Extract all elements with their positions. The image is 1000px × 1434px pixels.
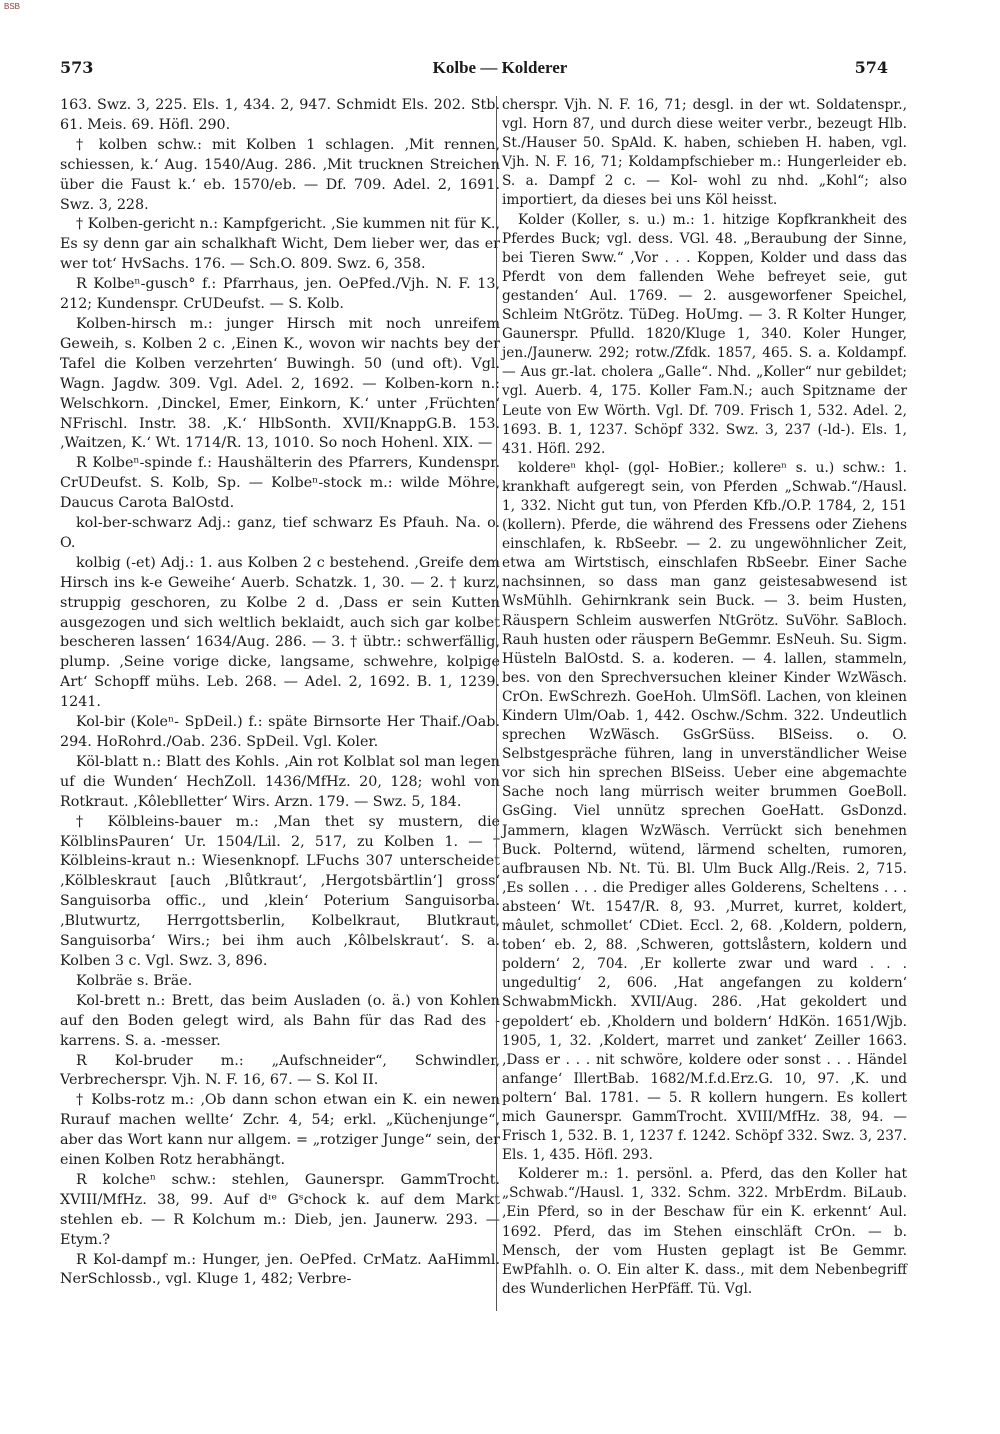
entry-paragraph: † Kölbleins-bauer m.: ‚Man thet sy mustern, die KölblinsPauren‘ Ur. 1504/Lil. 2, 517, zu Kolben 1. — † Kölbleins-kraut n.: Wiesenknopf. LFuchs 307 unterscheidet ‚Kölbleskraut [auch ‚Blůtkraut‘, ‚Hergotsbärtlin‘] gross‘ Sanguisorba offic., und ‚klein‘ Poterium Sanguisorba. ‚Blutwurtz, Herrgottsberlin, Kolbelkraut, Blutkraut, Sanguisorba‘ Wirs.; bei ihm auch ‚Kôlbelskraut‘. S. a. Kolben 3 c. Vgl. Swz. 3, 896. [60, 813, 500, 969]
column-divider [496, 96, 497, 1311]
running-title: Kolbe — Kolderer [432, 58, 568, 77]
entry-paragraph: 163. Swz. 3, 225. Els. 1, 434. 2, 947. Schmidt Els. 202. Stb. 61. Meis. 69. Höfl. 290. [60, 97, 500, 133]
entry-paragraph: Kolbräe s. Bräe. [76, 972, 193, 989]
entry-paragraph: † Kolben-gericht n.: Kampfgericht. ‚Sie kummen nit für K., Es sy denn gar ain schalkhaft Wicht, Dem lieber wer, das er wer tot‘ HvSachs. 176. — Sch.O. 809. Swz. 6, 358. [60, 216, 500, 273]
entry-paragraph: Kol-brett n.: Brett, das beim Ausladen (o. ä.) von Kohlen auf den Boden gelegt wird, als Bahn für das Rad des -karrens. S. a. -messer. [60, 992, 500, 1049]
entry-paragraph: cherspr. Vjh. N. F. 16, 71; desgl. in der wt. Soldatenspr., vgl. Horn 87, und durch diese weiter verbr., bezeugt Hlb. St./Hauser 50. SpAld. K. haben, schieben H. haben, vgl. Vjh. N. F. 16, 71; Koldampfschieber m.: Hungerleider eb. S. a. Dampf 2 c. — Kol- wohl zu nhd. „Kohl“; also importiert, da dieses bei uns Köl heisst. [502, 97, 907, 209]
entry-paragraph: Kolderer m.: 1. persönl. a. Pferd, das den Koller hat „Schwab.“/Hausl. 1, 332. Schm. 322. MrbErdm. BiLaub. ‚Ein Pferd, so in der Beschaw für ein K. erkennt‘ Aul. 1692. Pferd, das im Stehen einschläft CrOn. — b. Mensch, der vom Husten geplagt ist Be Gemmr. EwPfahlh. o. O. Ein alter K. dass., mit dem Nebenbegriff des Wunderlichen HerPfäff. Tü. Vgl. [502, 1166, 907, 1297]
entry-paragraph: Kolder (Koller, s. u.) m.: 1. hitzige Kopfkrankheit des Pferdes Buck; vgl. dess. VGl. 48. „Beraubung der Sinne, bei Tieren Sww.“ ‚Vor . . . Koppen, Kolder und dass das Pferdt von dem fallenden Wehe befreyet seie, gut gestanden‘ Aul. 1769. — 2. ausgeworfener Speichel, Schleim NtGrötz. TüDeg. HoUmg. — 3. R Kolter Hunger, Gaunerspr. Pfulld. 1820/Kluge 1, 340. Koler Hunger, jen./Jaunerw. 292; rotw./Zfdk. 1857, 465. S. a. Koldampf. — Aus gr.-lat. cholera „Galle“. Nhd. „Koller“ nur gebildet; vgl. Auerb. 4, 175. Koller Fam.N.; auch Spitzname der Leute von Ew Wörth. Vgl. Df. 709. Frisch 1, 532. Adel. 2, 1693. B. 1, 1237. Schöpf 332. Swz. 3, 237 (-ld-). Els. 1, 431. Höfl. 292. [502, 211, 907, 457]
entry-paragraph: Köl-blatt n.: Blatt des Kohls. ‚Ain rot Kolblat sol man legen uf die Wunden‘ HechZoll. 1436/MfHz. 20, 128; wohl von Rotkraut. ‚Kôleblletter‘ Wirs. Arzn. 179. — Swz. 5, 184. [60, 753, 500, 810]
entry-paragraph: koldereⁿ khǫl- (gǫl- HoBier.; kollereⁿ s. u.) schw.: 1. krankhaft aufgeregt sein, von Pferden „Schwab.“/Hausl. 1, 332. Nicht gut tun, von Pferden Kfb./O.P. 1784, 2, 151 (kollern). Pferde, die während des Fressens oder Ziehens einschlafen, k. RbSeebr. — 2. zu ungewöhnlicher Zeit, etwa am Wirtstisch, einschlafen RbSeebr. Einer Sache nachsinnen, so dass man ganz geistesabwesend ist WsMühlh. Gehirnkrank sein Buck. — 3. beim Husten, Räuspern Schleim auswerfen NtGrötz. SuVöhr. SaBloch. Rauh husten oder räuspern BeGemmr. EsNeuh. Su. Sigm. Hüsteln BalOstd. S. a. koderen. — 4. lallen, stammeln, bes. von den Sprechversuchen kleiner Kinder WzWäsch. CrOn. EwSchrezh. GoeHoh. UlmSöfl. Lachen, von kleinen Kindern Ulm/Oab. 1, 442. Oschw./Schm. 322. Undeutlich sprechen WzWäsch. GsGrSüss. BlSeiss. o. O. Selbstgespräche führen, lang in unverständlicher Weise vor sich hin sprechen BlSeiss. Ueber eine abgemachte Sache noch lang mürrisch weiter brummen GoeBoll. GsGing. Viel unnütz sprechen GoeHatt. GsDonzd. Jammern, klagen WzWäsch. Verrückt sich benehmen Buck. Polternd, wütend, lärmend schelten, rumoren, aufbrausen Nb. Nt. Tü. Bl. Ulm Buck Allg./Reis. 2, 715. ‚Es sollen . . . die Prediger alles Golderens, Scheltens . . . absteen‘ Wt. 1547/R. 8, 93. ‚Murret, kurret, koldert, mâulet, schmollet‘ CDiet. Eccl. 2, 68. ‚Koldern, poldern, toben‘ eb. 2, 88. ‚Schweren, gottslåstern, koldern und poldern‘ 2, 704. ‚Er kollerte zwar und ward . . . ungedultig‘ 2, 606. ‚Hat angefangen zu koldern‘ SchwabmMickh. XVII/Aug. 286. ‚Hat gekoldert und gepoldert‘ eb. ‚Kholdern und boldern‘ HdKön. 1651/Wjb. 1905, 1, 32. ‚Koldert, marret und zanket‘ Zeiller 1663. ‚Dass er . . . nit schwöre, koldere oder sonst . . . Händel anfange‘ IllertBab. 1682/M.f.d.Erz.G. 10, 97. ‚K. und poltern‘ Bal. 1781. — 5. R kollern hungern. Es kollert mich Gaunerspr. GammTrocht. XVIII/MfHz. 38, 94. — Frisch 1, 532. B. 1, 1237 f. 1242. Schöpf 332. Swz. 3, 237. Els. 1, 435. Höfl. 293. [502, 459, 907, 1164]
entry-paragraph: † kolben schw.: mit Kolben 1 schlagen. ‚Mit rennen, schiessen, k.‘ Aug. 1540/Aug. 286. ‚Mit trucknen Streichen über die Faust k.‘ eb. 1570/eb. — Df. 709. Adel. 2, 1691. Swz. 3, 228. [60, 136, 500, 213]
entry-paragraph: Kol-bir (Koleⁿ- SpDeil.) f.: späte Birnsorte Her Thaif./Oab. 294. HoRohrd./Oab. 236. SpDeil. Vgl. Koler. [60, 714, 500, 750]
entry-paragraph: R kolcheⁿ schw.: stehlen, Gaunerspr. GammTrocht. XVIII/MfHz. 38, 99. Auf dᶦᵉ Gˢchock k. auf dem Markt stehlen eb. — R Kolchum m.: Dieb, jen. Jaunerw. 293. — Etym.? [60, 1171, 500, 1248]
entry-paragraph: † Kolbs-rotz m.: ‚Ob dann schon etwan ein K. ein newen Rurauf machen wellte‘ Zchr. 4, 54; erkl. „Küchenjunge“, aber das Wort kann nur allgem. = „rotziger Junge“ sein, der einen Kolben Rotz herabhängt. [60, 1092, 500, 1169]
entry-paragraph: R Kolbeⁿ-spinde f.: Haushälterin des Pfarrers, Kundenspr. CrUDeufst. S. Kolb, Sp. — Kolbeⁿ-stock m.: wilde Möhre, Daucus Carota BalOstd. [60, 455, 500, 512]
entry-paragraph: R Kol-dampf m.: Hunger, jen. OePfed. CrMatz. AaHimml. NerSchlossb., vgl. Kluge 1, 482; Verbre- [60, 1251, 500, 1288]
page-number-left: 573 [60, 58, 94, 77]
entry-paragraph: Kolben-hirsch m.: junger Hirsch mit noch unreifem Geweih, s. Kolben 2 c. ‚Einen K., wovon wir nachts bey der Tafel die Kolben verzehrten‘ Buwingh. 50 (und oft). Vgl. Wagn. Jagdw. 309. Vgl. Adel. 2, 1692. — Kolben-korn n.: Welschkorn. ‚Dinckel, Emer, Einkorn, K.‘ unter ‚Früchten‘ NFrischl. Instr. 38. ‚K.‘ HlbSonth. XVII/KnappG.B. 153. ‚Waitzen, K.‘ Wt. 1714/R. 13, 1010. So noch Hohenl. XIX. — [60, 315, 500, 452]
entry-paragraph: R Kol-bruder m.: „Aufschneider“, Schwindler, Verbrecherspr. Vjh. N. F. 16, 67. — S. Kol II. [60, 1052, 500, 1089]
page-number-right: 574 [854, 58, 888, 77]
entry-paragraph: kol-ber-schwarz Adj.: ganz, tief schwarz Es Pfauh. Na. o. O. [60, 515, 500, 551]
right-column [502, 96, 907, 1299]
entry-paragraph: kolbig (-et) Adj.: 1. aus Kolben 2 c bestehend. ‚Greife dem Hirsch ins k-e Geweihe‘ Auerb. Schatzk. 1, 30. — 2. † kurz, struppig geschoren, zu Kolbe 2 d. ‚Dass er sein Kutten ausgezogen und sich weltlich beklaidt, auch sich gar kolbet bescheren lassen‘ 1634/Aug. 286. — 3. † übtr.: schwerfällig, plump. ‚Seine vorige dicke, langsame, schwehre, kolpige Art‘ Schopff mühs. Leb. 268. — Adel. 2, 1692. B. 1, 1239. 1241. [60, 554, 500, 711]
entry-paragraph: R Kolbeⁿ-gusch° f.: Pfarrhaus, jen. OePfed./Vjh. N. F. 13, 212; Kundenspr. CrUDeufst. — S. Kolb. [60, 276, 500, 313]
left-column [60, 96, 500, 1290]
library-stamp: BSB [4, 2, 21, 11]
